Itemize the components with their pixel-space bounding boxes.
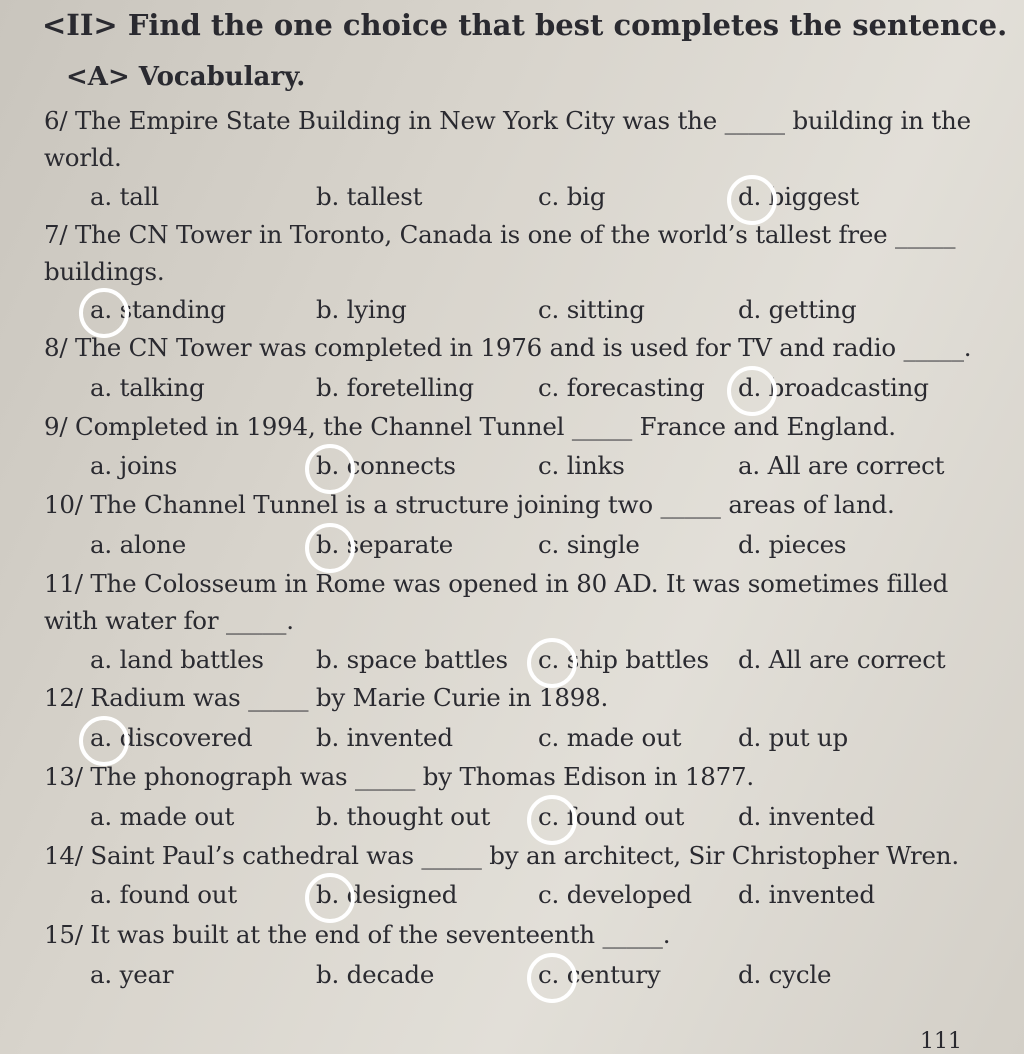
question-14-option-c: c. developed (538, 880, 692, 909)
question-8-option-c: c. forecasting (538, 373, 705, 402)
question-11-option-b: b. space battles (316, 645, 508, 674)
question-12-option-a: a. discovered (90, 723, 253, 752)
question-11-line-2: with water for _____. (44, 606, 294, 635)
question-14-answer-circle-mark (305, 873, 355, 923)
question-15-option-c: c. century (538, 960, 661, 989)
question-8-option-a: a. talking (90, 373, 205, 402)
question-10-line-1: 10/ The Channel Tunnel is a structure joining two _____ areas of land. (44, 490, 895, 519)
question-7-line-1: 7/ The CN Tower in Toronto, Canada is one of the world’s tallest free _____ (44, 220, 956, 249)
question-6-option-b: b. tallest (316, 182, 423, 211)
question-14-option-b: b. designed (316, 880, 458, 909)
question-8-answer-circle-mark (727, 366, 777, 416)
question-8-option-d: d. broadcasting (738, 373, 929, 402)
question-11-option-a: a. land battles (90, 645, 264, 674)
question-8-option-b: b. foretelling (316, 373, 474, 402)
question-9-option-d: a. All are correct (738, 451, 945, 480)
question-15-answer-circle-mark (527, 953, 577, 1003)
question-10-option-d: d. pieces (738, 530, 847, 559)
question-14-line-1: 14/ Saint Paul’s cathedral was _____ by an architect, Sir Christopher Wren. (44, 841, 959, 870)
question-9-answer-circle-mark (305, 444, 355, 494)
question-6-option-a: a. tall (90, 182, 159, 211)
question-13-option-b: b. thought out (316, 802, 491, 831)
section-title: <II> Find the one choice that best completes the sentence. (42, 8, 1008, 42)
question-6-option-d: d. biggest (738, 182, 860, 211)
question-13-answer-circle-mark (527, 795, 577, 845)
question-11-option-c: c. ship battles (538, 645, 709, 674)
question-12-option-d: d. put up (738, 723, 849, 752)
question-10-option-c: c. single (538, 530, 640, 559)
question-9-option-a: a. joins (90, 451, 178, 480)
question-13-option-a: a. made out (90, 802, 235, 831)
question-9-line-1: 9/ Completed in 1994, the Channel Tunnel _____ France and England. (44, 412, 896, 441)
question-14-option-d: d. invented (738, 880, 875, 909)
question-14-option-a: a. found out (90, 880, 238, 909)
question-11-line-1: 11/ The Colosseum in Rome was opened in 80 AD. It was sometimes filled (44, 569, 949, 598)
question-12-option-c: c. made out (538, 723, 682, 752)
question-7-option-a: a. standing (90, 295, 226, 324)
question-9-option-c: c. links (538, 451, 625, 480)
question-6-line-1: 6/ The Empire State Building in New York City was the _____ building in the (44, 106, 971, 135)
question-8-line-1: 8/ The CN Tower was completed in 1976 and is used for TV and radio _____. (44, 333, 972, 362)
question-15-option-a: a. year (90, 960, 174, 989)
question-6-answer-circle-mark (727, 175, 777, 225)
question-9-option-b: b. connects (316, 451, 456, 480)
question-7-answer-circle-mark (79, 288, 129, 338)
question-10-answer-circle-mark (305, 523, 355, 573)
question-12-option-b: b. invented (316, 723, 453, 752)
question-6-option-c: c. big (538, 182, 606, 211)
question-7-option-c: c. sitting (538, 295, 645, 324)
question-15-option-d: d. cycle (738, 960, 832, 989)
question-7-option-d: d. getting (738, 295, 857, 324)
question-6-line-2: world. (44, 143, 122, 172)
question-11-answer-circle-mark (527, 638, 577, 688)
question-10-option-b: b. separate (316, 530, 454, 559)
question-15-line-1: 15/ It was built at the end of the seventeenth _____. (44, 920, 671, 949)
question-12-line-1: 12/ Radium was _____ by Marie Curie in 1898. (44, 683, 609, 712)
subsection-title: <A> Vocabulary. (66, 62, 306, 92)
page-number: 111 (920, 1029, 962, 1054)
question-15-option-b: b. decade (316, 960, 435, 989)
question-10-option-a: a. alone (90, 530, 187, 559)
question-13-line-1: 13/ The phonograph was _____ by Thomas Edison in 1877. (44, 762, 755, 791)
question-11-option-d: d. All are correct (738, 645, 946, 674)
question-12-answer-circle-mark (79, 716, 129, 766)
question-13-option-c: c. found out (538, 802, 685, 831)
question-7-option-b: b. lying (316, 295, 407, 324)
question-7-line-2: buildings. (44, 257, 165, 286)
question-13-option-d: d. invented (738, 802, 875, 831)
